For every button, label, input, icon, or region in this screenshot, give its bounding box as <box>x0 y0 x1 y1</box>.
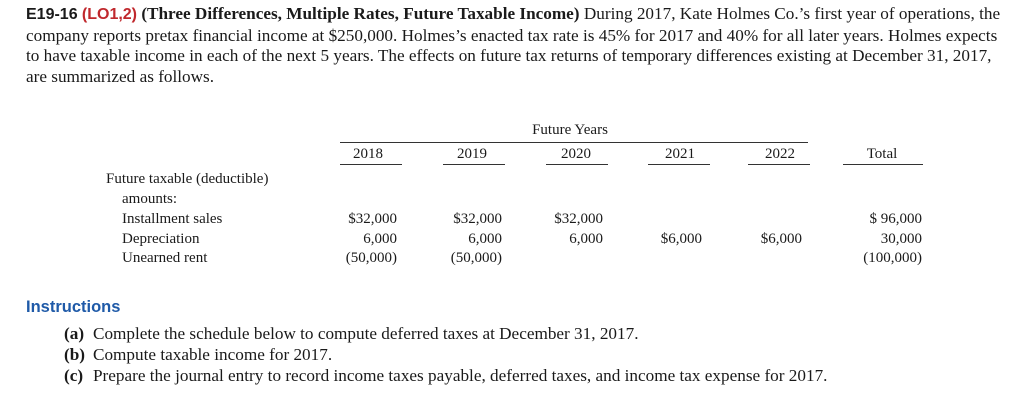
cell-unearned-2018: (50,000) <box>345 250 397 266</box>
row-label-installment-sales: Installment sales <box>122 211 223 227</box>
col-header-2021: 2021 <box>665 146 695 162</box>
instruction-text-a: Complete the schedule below to compute deferred taxes at December 31, 2017. <box>93 324 639 343</box>
underline-2020 <box>546 164 608 165</box>
cell-unearned-2019: (50,000) <box>450 250 502 266</box>
row-labels <box>122 210 222 269</box>
instruction-letter-c: (c) <box>64 366 84 385</box>
cell-installment-2021 <box>630 210 702 230</box>
instruction-item-c <box>64 365 827 386</box>
instruction-text-b: Compute taxable income for 2017. <box>93 345 333 364</box>
underline-2018 <box>340 164 402 165</box>
col-header-2020: 2020 <box>561 146 591 162</box>
col-header-2022: 2022 <box>765 146 795 162</box>
cell-unearned-total: (100,000) <box>863 250 922 266</box>
col-header-2019: 2019 <box>457 146 487 162</box>
instructions-heading: Instructions <box>26 298 121 316</box>
cell-unearned-2021 <box>630 249 702 269</box>
instruction-item-b <box>64 344 827 365</box>
cell-depreciation-2020: 6,000 <box>569 230 603 247</box>
underline-2022 <box>748 164 810 165</box>
col-2018-values <box>320 210 397 269</box>
col-total-values <box>830 210 922 269</box>
cell-installment-2019: $32,000 <box>453 211 502 227</box>
instruction-text-c: Prepare the journal entry to record income taxes payable, deferred taxes, and income tax expense for 2017. <box>93 366 828 385</box>
future-years-header: Future Years <box>532 122 608 138</box>
underline-2019 <box>443 164 505 165</box>
cell-depreciation-2022: $6,000 <box>760 230 802 247</box>
underline-2021 <box>648 164 710 165</box>
row-label-unearned-rent: Unearned rent <box>122 250 208 266</box>
exercise-body: During 2017, Kate Holmes Co.’s first year of operations, the company reports pretax financial income at $250,000. Holmes’s enacted tax rate is 45% for 2017 and 40% for all later years. Holmes expects to have taxable income in each of the next 5 years. The effects on future tax returns of temporary differences existing at December 31, 2017, are summarized as follows. <box>26 4 1001 86</box>
learning-objectives: (LO1,2) <box>81 6 138 23</box>
underline-total <box>843 164 923 165</box>
exercise-title: (Three Differences, Multiple Rates, Future Taxable Income) <box>141 4 580 23</box>
cell-depreciation-2018: 6,000 <box>363 230 397 247</box>
instruction-letter-b: (b) <box>64 345 86 364</box>
exercise-number: E19-16 <box>26 6 78 23</box>
row-label-amounts: amounts: <box>122 191 177 207</box>
col-header-total: Total <box>866 146 898 162</box>
cell-installment-2022 <box>730 210 802 230</box>
col-2020-values <box>525 210 603 249</box>
instruction-item-a <box>64 323 827 344</box>
row-label-depreciation: Depreciation <box>122 230 200 247</box>
col-header-2018: 2018 <box>353 146 383 162</box>
row-label-future-taxable: Future taxable (deductible) <box>106 171 269 187</box>
cell-installment-2020: $32,000 <box>554 211 603 227</box>
cell-unearned-2022 <box>730 249 802 269</box>
cell-depreciation-2021: $6,000 <box>660 230 702 247</box>
col-2019-values <box>424 210 502 269</box>
future-years-rule <box>340 142 808 143</box>
cell-installment-2018: $32,000 <box>348 211 397 227</box>
col-2021-values <box>630 210 702 269</box>
cell-installment-total: $ 96,000 <box>869 211 922 227</box>
instructions-list <box>64 323 827 386</box>
cell-depreciation-2019: 6,000 <box>468 230 502 247</box>
cell-depreciation-total: 30,000 <box>880 230 922 247</box>
instruction-letter-a: (a) <box>64 324 85 343</box>
col-2022-values <box>730 210 802 269</box>
